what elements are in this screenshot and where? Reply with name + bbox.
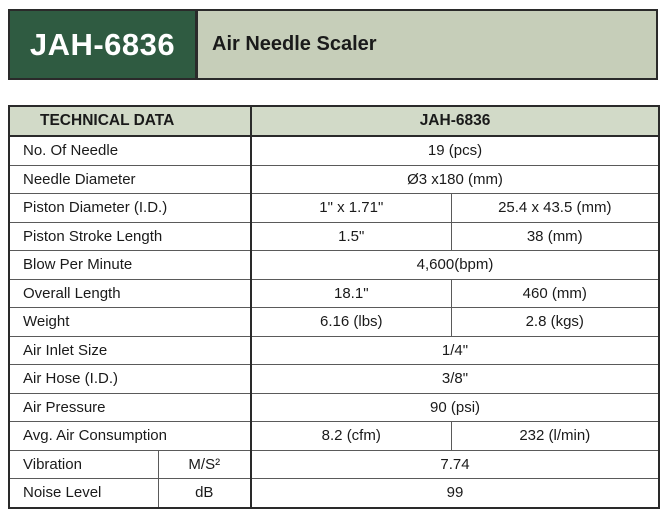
row-label: Blow Per Minute: [9, 251, 251, 280]
row-label: Piston Stroke Length: [9, 222, 251, 251]
table-row: [9, 479, 659, 508]
row-imperial-value: 1.5": [251, 222, 451, 251]
table-row: [9, 365, 659, 394]
row-value: 3/8": [251, 365, 659, 394]
row-label: Air Pressure: [9, 393, 251, 422]
row-label: No. Of Needle: [9, 136, 251, 165]
row-metric-value: 25.4 x 43.5 (mm): [451, 194, 659, 223]
row-label: Air Hose (I.D.): [9, 365, 251, 394]
row-metric-value: 232 (l/min): [451, 422, 659, 451]
product-name: Air Needle Scaler: [212, 33, 377, 55]
row-label: Piston Diameter (I.D.): [9, 194, 251, 223]
row-imperial-value: 8.2 (cfm): [251, 422, 451, 451]
row-metric-value: 460 (mm): [451, 279, 659, 308]
row-metric-value: 2.8 (kgs): [451, 308, 659, 337]
table-row: [9, 136, 659, 165]
row-unit: dB: [158, 479, 251, 508]
row-value: Ø3 x180 (mm): [251, 165, 659, 194]
table-row: [9, 308, 659, 337]
table-header-row: [9, 106, 659, 136]
row-value: 7.74: [251, 450, 659, 479]
table-row: [9, 279, 659, 308]
row-label: Air Inlet Size: [9, 336, 251, 365]
table-row: [9, 422, 659, 451]
row-metric-value: 38 (mm): [451, 222, 659, 251]
table-row: [9, 222, 659, 251]
row-label: Overall Length: [9, 279, 251, 308]
table-row: [9, 336, 659, 365]
model-number: JAH-6836: [10, 11, 198, 78]
row-value: 99: [251, 479, 659, 508]
product-banner: [8, 9, 658, 80]
table-row: [9, 194, 659, 223]
table-row: [9, 393, 659, 422]
row-value: 4,600(bpm): [251, 251, 659, 280]
row-label: Noise Level: [9, 479, 158, 508]
row-imperial-value: 6.16 (lbs): [251, 308, 451, 337]
row-label: Avg. Air Consumption: [9, 422, 251, 451]
table-row: [9, 450, 659, 479]
table-row: [9, 251, 659, 280]
row-value: 1/4": [251, 336, 659, 365]
row-label: Needle Diameter: [9, 165, 251, 194]
row-label: Weight: [9, 308, 251, 337]
row-imperial-value: 1" x 1.71": [251, 194, 451, 223]
row-label: Vibration: [9, 450, 158, 479]
row-imperial-value: 18.1": [251, 279, 451, 308]
row-value: 19 (pcs): [251, 136, 659, 165]
row-value: 90 (psi): [251, 393, 659, 422]
header-model: JAH-6836: [251, 106, 659, 136]
header-technical-data: TECHNICAL DATA: [9, 106, 251, 136]
technical-data-table: [8, 105, 660, 509]
row-unit: M/S²: [158, 450, 251, 479]
table-row: [9, 165, 659, 194]
